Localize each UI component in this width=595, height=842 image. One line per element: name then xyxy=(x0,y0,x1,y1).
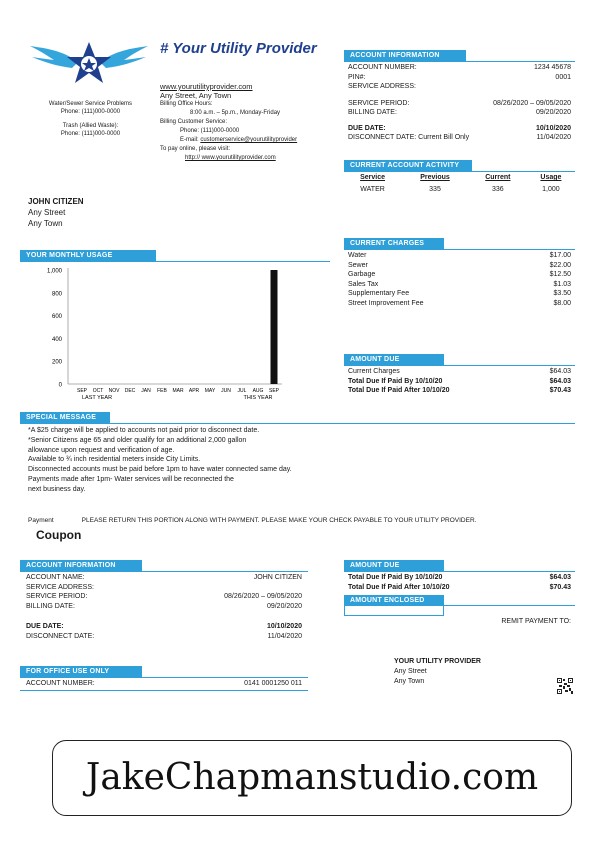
row-value: $17.00 xyxy=(549,252,571,259)
charge-row xyxy=(348,289,571,299)
activity-header: Usage xyxy=(540,174,562,181)
account-due-row xyxy=(348,124,571,134)
coupon-account-row xyxy=(26,583,302,593)
row-label: Total Due If Paid After 10/10/20 xyxy=(348,387,450,394)
row-value: 10/10/2020 xyxy=(266,623,302,630)
row-label: SERVICE ADDRESS: xyxy=(26,583,94,591)
row-label: Garbage xyxy=(348,271,376,278)
remit-town: Any Town xyxy=(394,678,425,685)
this-year-label: THIS YEAR xyxy=(243,395,273,401)
water-problems-label: Water/Sewer Service Problems xyxy=(48,101,133,107)
amount-due-title: AMOUNT DUE xyxy=(344,354,444,365)
coupon-amount-panel xyxy=(344,560,575,627)
email-label: E-mail: xyxy=(180,137,199,143)
y-tick-label: 1,000 xyxy=(46,268,62,275)
trash-phone: Phone: (111)000-0000 xyxy=(60,131,121,137)
coupon-label: Coupon xyxy=(36,528,82,542)
account-due-row xyxy=(348,133,571,143)
table-cell: 336 xyxy=(492,186,504,193)
activity-header: Previous xyxy=(420,174,450,181)
coupon-account-row xyxy=(26,602,302,612)
charge-row xyxy=(348,299,571,309)
row-value: $64.03 xyxy=(549,574,571,581)
row-label: DISCONNECT DATE: xyxy=(26,632,95,640)
x-tick-label: NOV xyxy=(108,388,120,394)
coupon-amount-row xyxy=(348,583,571,593)
provider-website[interactable]: www.yourutilityprovider.com xyxy=(160,82,253,91)
payment-label: Payment xyxy=(28,517,54,524)
amount-due-panel xyxy=(344,354,575,397)
special-message-title: SPECIAL MESSAGE xyxy=(20,412,110,423)
watermark-box xyxy=(52,740,572,816)
x-tick-label: FEB xyxy=(157,388,167,394)
row-value: 08/26/2020 – 09/05/2020 xyxy=(493,99,571,107)
coupon-amount-title: AMOUNT DUE xyxy=(344,560,444,571)
charge-row xyxy=(348,261,571,271)
amount-due-row xyxy=(348,367,571,377)
account-row xyxy=(348,82,571,92)
row-value: $70.43 xyxy=(549,387,571,394)
provider-info xyxy=(160,82,335,163)
coupon-account-row xyxy=(26,573,302,583)
x-tick-label: JUN xyxy=(221,388,231,394)
qr-code-icon xyxy=(557,678,573,694)
office-use-panel xyxy=(20,666,308,691)
usage-chart xyxy=(20,262,330,407)
row-label: SERVICE PERIOD: xyxy=(348,99,410,107)
charges-panel xyxy=(344,238,575,309)
office-hours: 8:00 a.m. – 5p.m., Monday-Friday xyxy=(190,110,281,116)
x-tick-label: JUL xyxy=(237,388,247,394)
service-contacts xyxy=(28,100,153,138)
trash-label: Trash (Allied Waste): xyxy=(62,123,119,129)
account-period-row xyxy=(348,108,571,118)
activity-title: CURRENT ACCOUNT ACTIVITY xyxy=(344,160,472,171)
amount-enclosed-input[interactable] xyxy=(344,606,444,616)
row-label: Supplementary Fee xyxy=(348,290,410,297)
office-use-title: FOR OFFICE USE ONLY xyxy=(20,666,142,677)
usage-panel xyxy=(20,250,330,262)
coupon-due-row xyxy=(26,632,302,642)
row-label: DUE DATE: xyxy=(348,124,386,132)
special-message-panel xyxy=(20,412,575,497)
pay-online-label: To pay online, please visit: xyxy=(160,146,231,152)
row-label: Water xyxy=(348,252,367,259)
y-tick-label: 0 xyxy=(58,382,62,389)
coupon-instruction-row xyxy=(28,517,568,524)
amount-due-row xyxy=(348,377,571,387)
table-row xyxy=(344,183,575,196)
row-label: ACCOUNT NAME: xyxy=(26,574,85,581)
x-tick-label: MAR xyxy=(172,388,184,394)
office-use-bottom-rule xyxy=(20,690,308,691)
coupon-account-panel xyxy=(20,560,308,641)
row-label: BILLING DATE: xyxy=(26,602,75,610)
y-tick-label: 200 xyxy=(51,359,62,366)
office-account-value: 0141 0001250 011 xyxy=(244,680,302,687)
row-label: Sales Tax xyxy=(348,280,379,288)
table-cell: WATER xyxy=(360,186,385,193)
table-cell: 1,000 xyxy=(542,186,560,193)
y-tick-label: 600 xyxy=(51,314,62,321)
activity-panel xyxy=(344,160,575,196)
last-year-label: LAST YEAR xyxy=(82,395,113,401)
row-label: Sewer xyxy=(348,261,368,269)
activity-header: Current xyxy=(485,174,511,181)
row-value: JOHN CITIZEN xyxy=(253,574,302,581)
row-label: ACCOUNT NUMBER: xyxy=(348,64,417,71)
special-message-line: Payments made after 1pm- Water services will be reconnected the xyxy=(28,475,234,483)
charge-row xyxy=(348,280,571,290)
coupon-amount-row xyxy=(348,573,571,583)
usage-bar xyxy=(271,270,278,384)
x-tick-label: OCT xyxy=(92,388,104,394)
row-value: $64.03 xyxy=(549,377,571,385)
y-tick-label: 400 xyxy=(51,336,62,343)
remit-label: REMIT PAYMENT TO: xyxy=(501,618,571,625)
provider-address: Any Street, Any Town xyxy=(160,91,232,100)
special-message-line: allowance upon request and verification of age. xyxy=(28,446,175,454)
provider-email[interactable]: customerservice@yourutilityprovider xyxy=(200,137,298,143)
x-tick-label: MAY xyxy=(204,388,216,394)
x-tick-label: SEP xyxy=(268,388,280,394)
row-value: 11/04/2020 xyxy=(536,134,571,141)
special-message-line: next business day. xyxy=(28,485,86,493)
coupon-account-row xyxy=(26,592,302,602)
row-value: 08/26/2020 – 09/05/2020 xyxy=(224,593,302,600)
coupon-due-row xyxy=(26,622,302,632)
special-message-line: Available to ¾ inch residential meters inside City Limits. xyxy=(28,456,201,464)
pay-online-link[interactable]: http:// www.yourutilityprovider.com xyxy=(185,155,276,161)
row-label: Total Due If Paid By 10/10/20 xyxy=(348,377,443,385)
remit-name: YOUR UTILITY PROVIDER xyxy=(394,658,481,665)
customer-name: JOHN CITIZEN xyxy=(28,197,84,206)
row-value: $22.00 xyxy=(549,261,571,269)
row-value: $8.00 xyxy=(553,299,571,307)
row-label: Total Due If Paid By 10/10/20 xyxy=(348,574,443,581)
row-value: 10/10/2020 xyxy=(535,124,571,132)
special-message-line: *Senior Citizens age 65 and older qualify for an additional 2,000 gallon xyxy=(28,436,247,444)
water-phone: Phone: (111)000-0000 xyxy=(60,109,121,115)
charges-title: CURRENT CHARGES xyxy=(344,238,444,249)
x-tick-label: SEP xyxy=(76,388,88,394)
row-value: 09/20/2020 xyxy=(266,602,302,610)
brand-name: # Your Utility Provider xyxy=(160,40,317,57)
row-label: DUE DATE: xyxy=(26,623,64,630)
row-value: 09/20/2020 xyxy=(535,109,571,116)
special-message-line: *A $25 charge will be applied to accounts not paid prior to disconnect date. xyxy=(28,427,260,434)
customer-address xyxy=(28,196,84,229)
special-message-line: Disconnected accounts must be paid before 1pm to have water connected same day. xyxy=(28,466,292,474)
coupon-account-title: ACCOUNT INFORMATION xyxy=(20,560,142,571)
row-label: SERVICE PERIOD: xyxy=(26,593,88,600)
account-row xyxy=(348,63,571,73)
logo xyxy=(28,40,150,92)
y-tick-label: 800 xyxy=(51,291,62,298)
activity-header: Service xyxy=(360,174,386,181)
row-label: SERVICE ADDRESS: xyxy=(348,83,416,90)
row-label: PIN#: xyxy=(348,73,366,81)
amount-enclosed-title: AMOUNT ENCLOSED xyxy=(344,595,444,606)
row-value: $1.03 xyxy=(553,280,571,288)
row-value: 1234 45678 xyxy=(534,64,571,71)
customer-service-label: Billing Customer Service: xyxy=(160,119,228,125)
x-tick-label: AUG xyxy=(252,388,264,394)
account-info-title: ACCOUNT INFORMATION xyxy=(344,50,466,61)
row-value: $3.50 xyxy=(553,290,571,297)
row-value: 11/04/2020 xyxy=(267,632,302,640)
charge-row xyxy=(348,251,571,261)
row-value: $12.50 xyxy=(549,271,571,278)
account-row xyxy=(348,73,571,83)
x-tick-label: JAN xyxy=(141,388,151,394)
row-label: DISCONNECT DATE: Current Bill Only xyxy=(348,134,470,141)
usage-title: YOUR MONTHLY USAGE xyxy=(20,250,156,261)
remit-street: Any Street xyxy=(394,668,427,675)
account-period-row xyxy=(348,99,571,109)
provider-phone: Phone: (111)000-0000 xyxy=(180,128,240,134)
row-value: 0001 xyxy=(555,73,571,81)
amount-due-row xyxy=(348,386,571,396)
charge-row xyxy=(348,270,571,280)
x-tick-label: DEC xyxy=(124,388,136,394)
remit-address xyxy=(394,657,481,687)
row-value: $70.43 xyxy=(549,583,571,591)
watermark-text: JakeChapmanstudio.com xyxy=(85,757,539,798)
row-label: BILLING DATE: xyxy=(348,109,397,116)
x-tick-label: APR xyxy=(188,388,200,394)
row-label: Street Improvement Fee xyxy=(348,299,424,307)
table-cell: 335 xyxy=(429,186,441,193)
office-hours-label: Billing Office Hours: xyxy=(160,101,213,107)
coupon-instruction: PLEASE RETURN THIS PORTION ALONG WITH PAYMENT. PLEASE MAKE YOUR CHECK PAYABLE TO YOUR UTILITY PROVIDER. xyxy=(81,517,477,524)
activity-table xyxy=(344,172,575,196)
account-info-panel xyxy=(344,50,575,143)
row-value: $64.03 xyxy=(549,368,571,375)
office-account-label: ACCOUNT NUMBER: xyxy=(26,680,95,687)
row-label: Current Charges xyxy=(348,368,400,375)
customer-town: Any Town xyxy=(28,219,63,228)
customer-street: Any Street xyxy=(28,208,66,217)
row-label: Total Due If Paid After 10/10/20 xyxy=(348,583,450,591)
